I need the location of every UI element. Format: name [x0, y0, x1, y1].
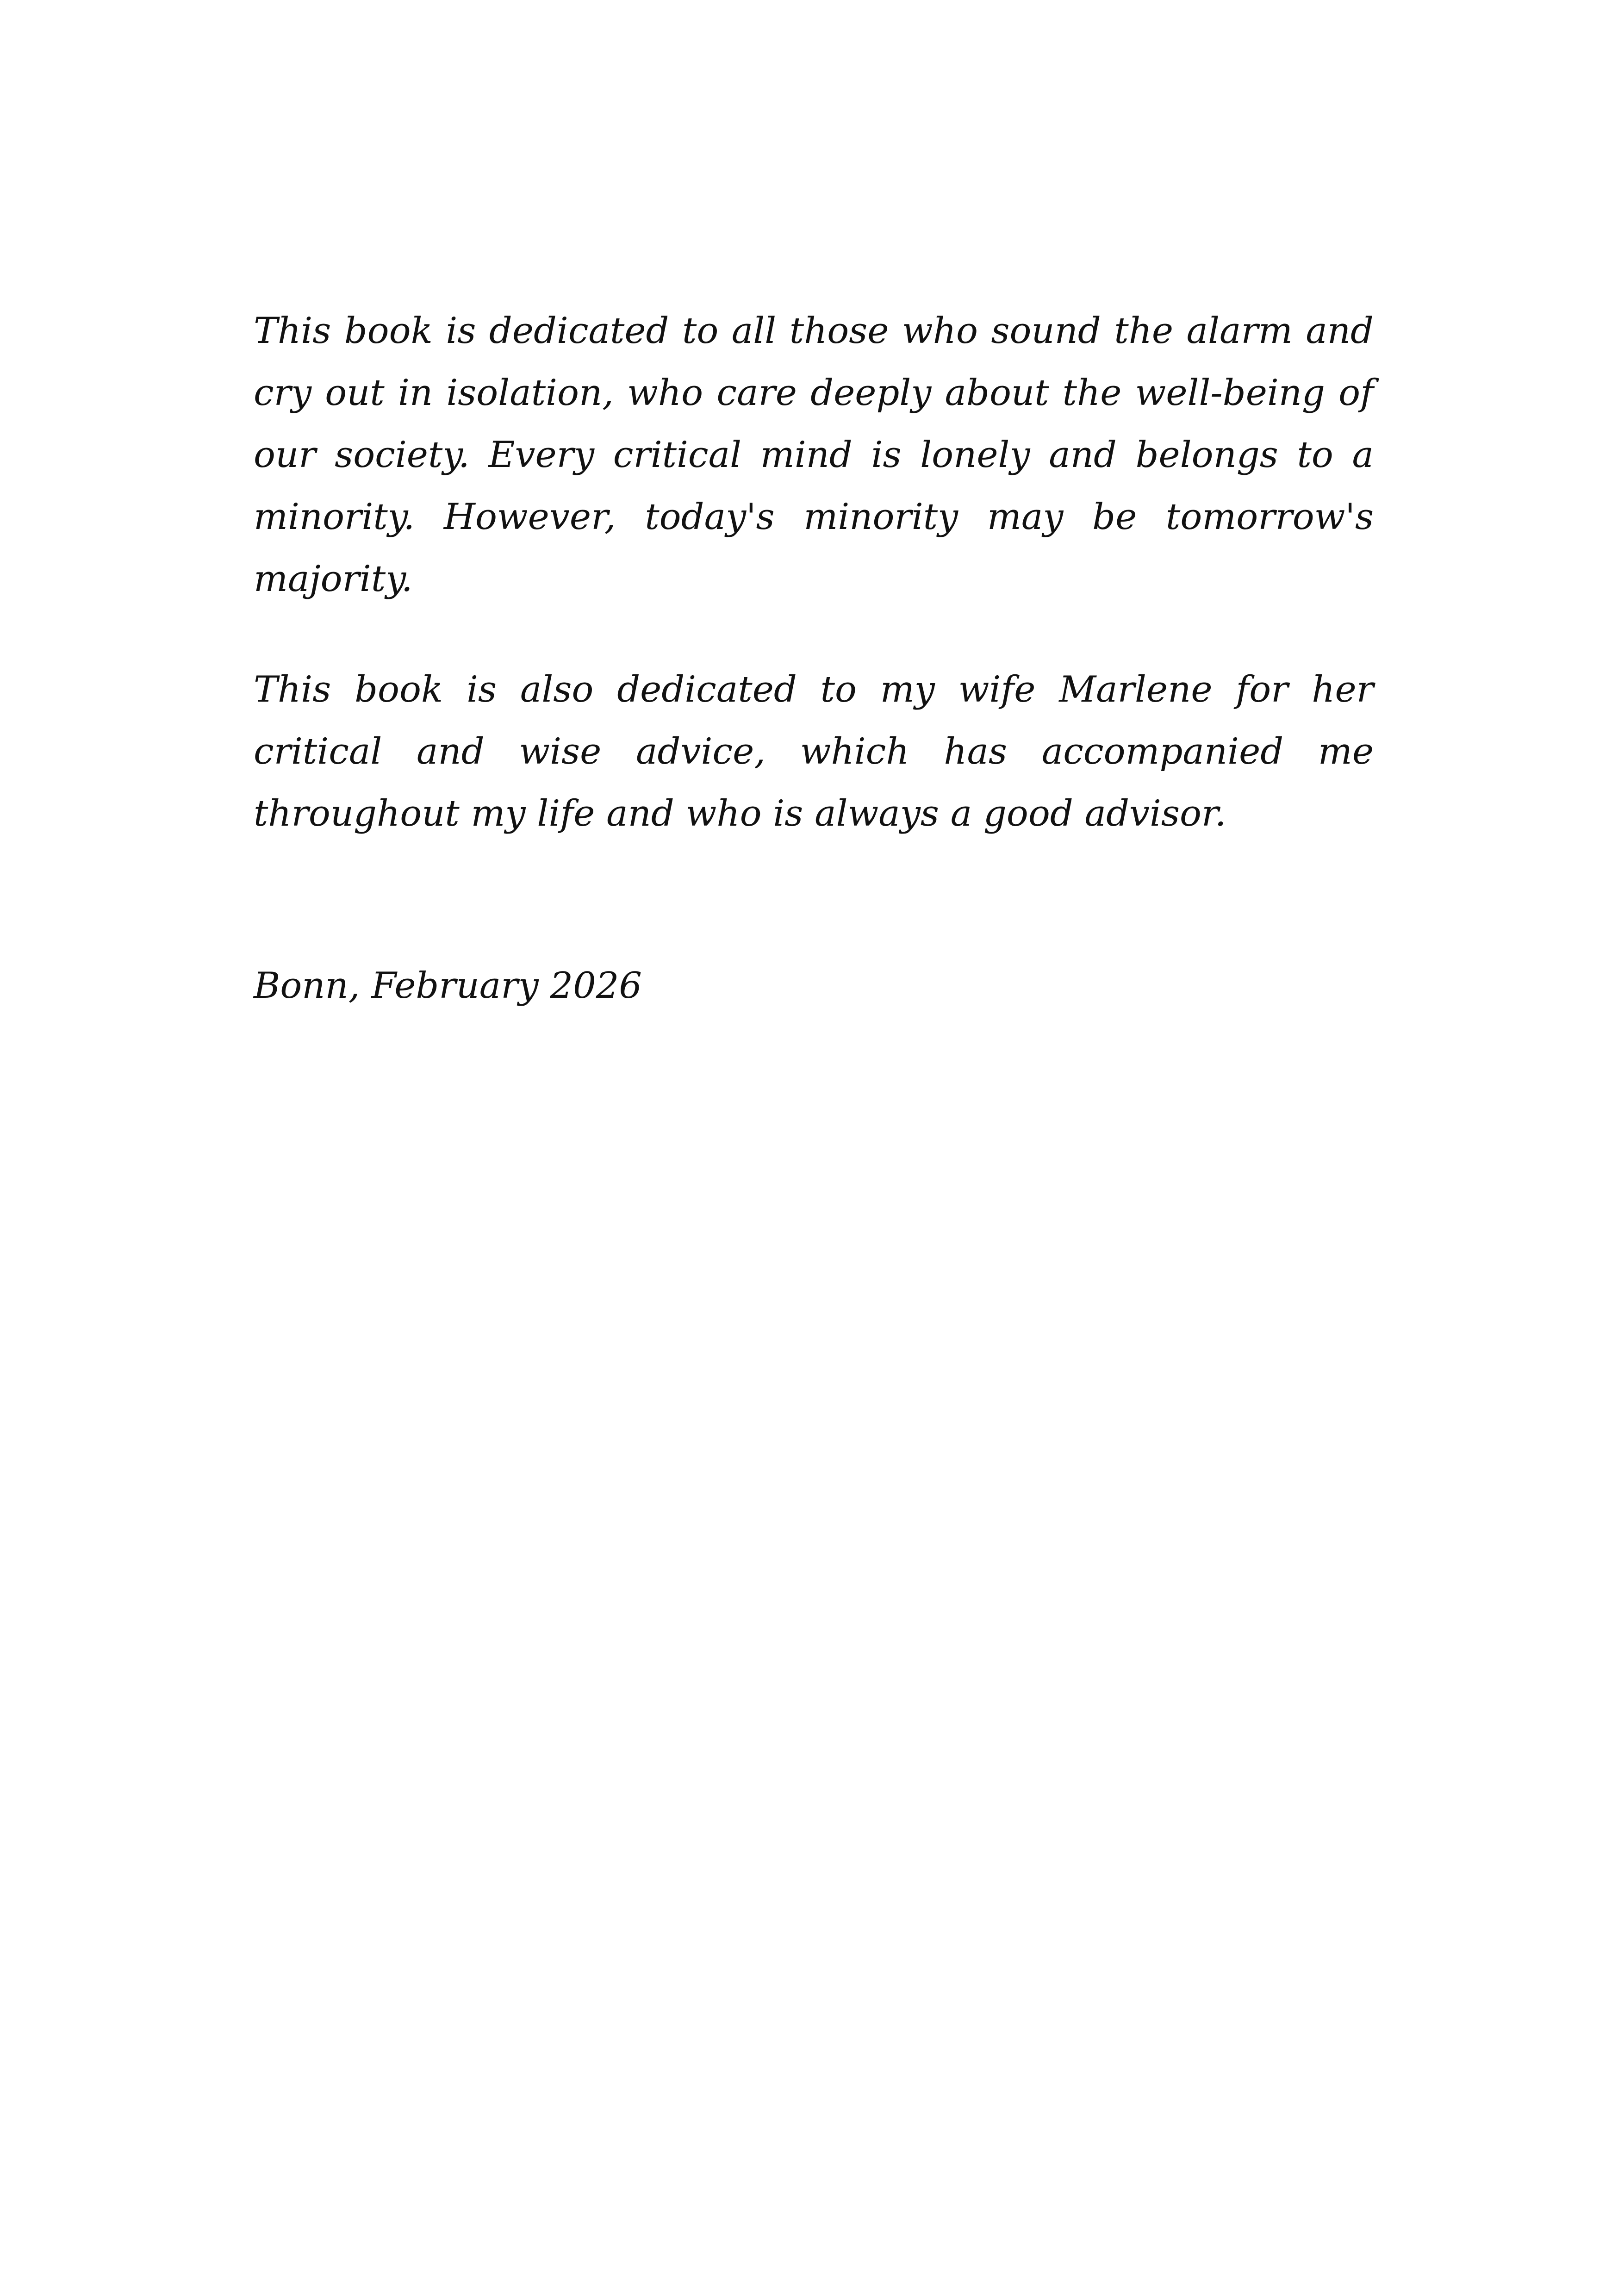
- dedication-paragraph-public: This book is dedicated to all those who sound the alarm and cry out in isolation, who care deeply about the well-being of our society. Every critical mind is lonely and belongs to a minority. However, today's minority may be tomorrow's majority.: [254, 310, 1374, 600]
- place-and-date: Bonn, February 2026: [254, 965, 642, 1007]
- dedication-paragraph-wife: This book is also dedicated to my wife Marlene for her critical and wise advice, which has accompanied me throughout my life and who is always a good advisor.: [254, 669, 1374, 834]
